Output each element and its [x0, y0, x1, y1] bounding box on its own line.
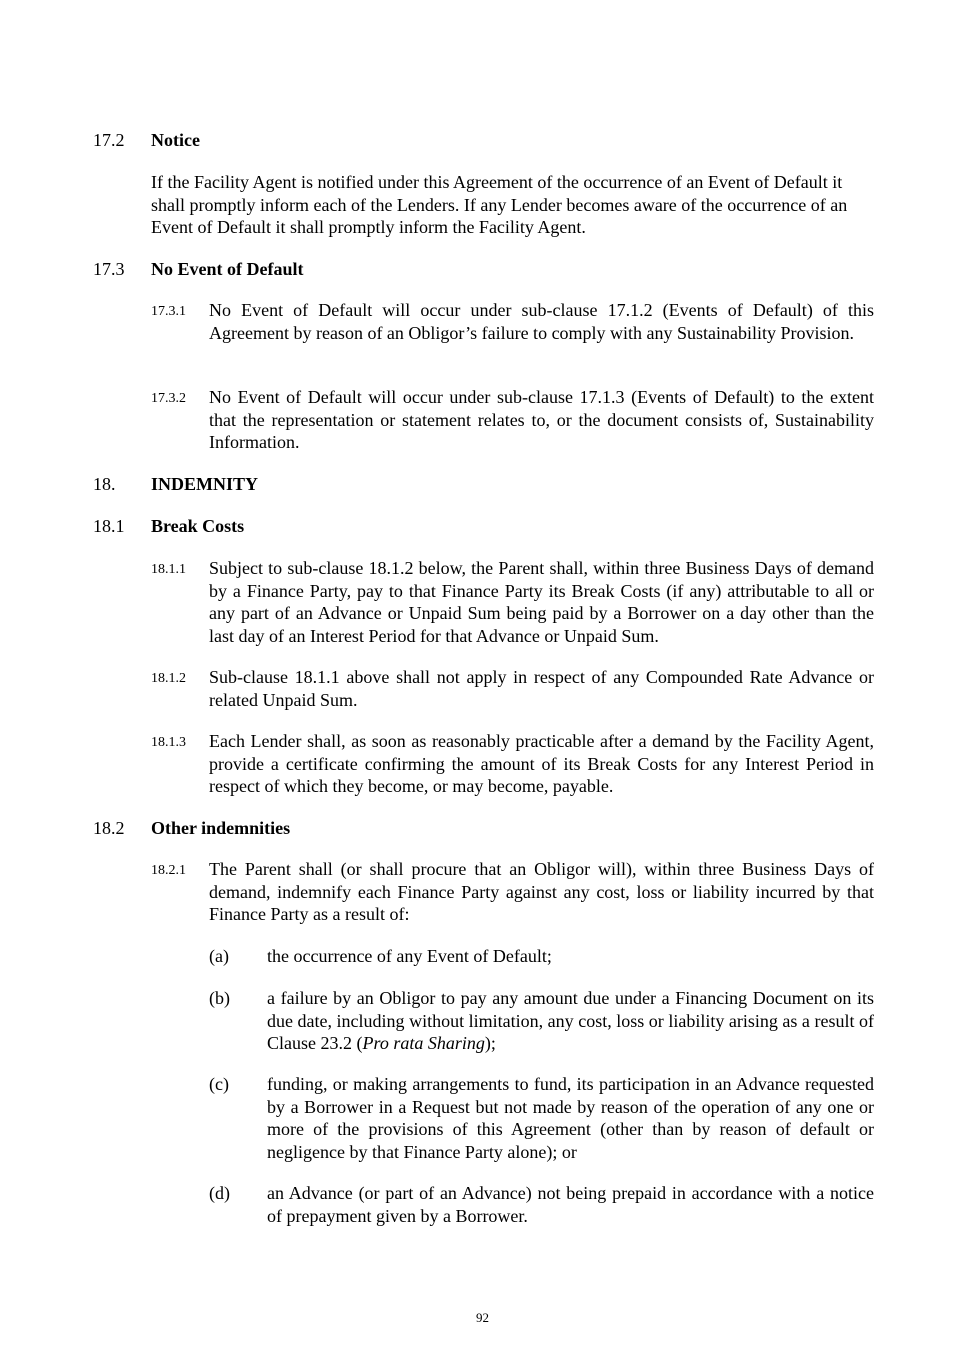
- subitem-b-text-main: a failure by an Obligor to pay any amount due under a Financing Document on its due date, including without limitation, any cost, loss or liability arising as a result of Clause 23.2 (: [267, 988, 874, 1053]
- clause-17-2-number: 17.2: [93, 130, 125, 150]
- subitem-b-text-end: );: [484, 1033, 496, 1053]
- subitem-b-letter: (b): [209, 988, 230, 1008]
- clause-18-1-1-number: 18.1.1: [151, 562, 186, 577]
- clause-18-1-1-text: Subject to sub-clause 18.1.2 below, the Parent shall, within three Business Days of demand by a Finance Party, pay to that Finance Party its Break Costs (if any) attributable to all or any part of an Advance or Unpaid Sum being paid by a Borrower on a day other than the last day of an Interest Period for that Advance or Unpaid Sum.: [209, 558, 874, 646]
- clause-17-3-number: 17.3: [93, 259, 125, 279]
- clause-18-2-number: 18.2: [93, 818, 125, 838]
- clause-18-number: 18.: [93, 474, 116, 494]
- clause-18-heading: INDEMNITY: [151, 474, 259, 494]
- clause-18-2-1-number: 18.2.1: [151, 863, 186, 878]
- clause-18-1-3-number: 18.1.3: [151, 735, 186, 750]
- clause-18-2-heading: Other indemnities: [151, 818, 291, 838]
- clause-17-2-text: If the Facility Agent is notified under this Agreement of the occurrence of an Event of Default it shall promptly inform each of the Lenders. If any Lender becomes aware of the occurrence of an Event of Default it shall promptly inform the Facility Agent.: [151, 172, 848, 237]
- clause-18-1-number: 18.1: [93, 516, 125, 536]
- clause-17-3-1-text: No Event of Default will occur under sub-clause 17.1.2 (Events of Default) of this Agreement by reason of an Obligor’s failure to comply with any Sustainability Provision.: [209, 300, 874, 343]
- clause-18-1-2-text: Sub-clause 18.1.1 above shall not apply in respect of any Compounded Rate Advance or related Unpaid Sum.: [209, 667, 874, 710]
- clause-18-1-heading: Break Costs: [151, 516, 245, 536]
- page-number: 92: [476, 1310, 489, 1325]
- clause-17-3-1-number: 17.3.1: [151, 304, 186, 319]
- clause-18-1-3-text: Each Lender shall, as soon as reasonably practicable after a demand by the Facility Agent, provide a certificate confirming the amount of its Break Costs for any Interest Period in respect of which they become, or may become, payable.: [209, 731, 874, 796]
- subitem-d-letter: (d): [209, 1183, 230, 1203]
- clause-17-3-heading: No Event of Default: [151, 259, 304, 279]
- subitem-a-letter: (a): [209, 946, 229, 966]
- subitem-d-text: an Advance (or part of an Advance) not being prepaid in accordance with a notice of prepayment given by a Borrower.: [267, 1183, 874, 1226]
- subitem-b-text: [267, 987, 874, 1055]
- subitem-c-text: funding, or making arrangements to fund, its participation in an Advance requested by a Borrower in a Request but not made by reason of the operation of any one or more of the provisions of this Agreement (other than by reason of default or negligence by that Finance Party alone); or: [267, 1074, 874, 1162]
- subitem-a-text: the occurrence of any Event of Default;: [267, 946, 552, 966]
- clause-17-2-heading: Notice: [151, 130, 200, 150]
- clause-17-3-2-text: No Event of Default will occur under sub-clause 17.1.3 (Events of Default) to the extent that the representation or statement relates to, or the document consists of, Sustainability Information.: [209, 387, 874, 452]
- subitem-c-letter: (c): [209, 1074, 229, 1094]
- clause-18-2-1-text: The Parent shall (or shall procure that an Obligor will), within three Business Days of demand, indemnify each Finance Party against any cost, loss or liability incurred by that Finance Party as a result of:: [209, 859, 874, 924]
- clause-18-1-2-number: 18.1.2: [151, 671, 186, 686]
- clause-17-3-2-number: 17.3.2: [151, 391, 186, 406]
- subitem-b-clause-title: Pro rata Sharing: [362, 1033, 485, 1053]
